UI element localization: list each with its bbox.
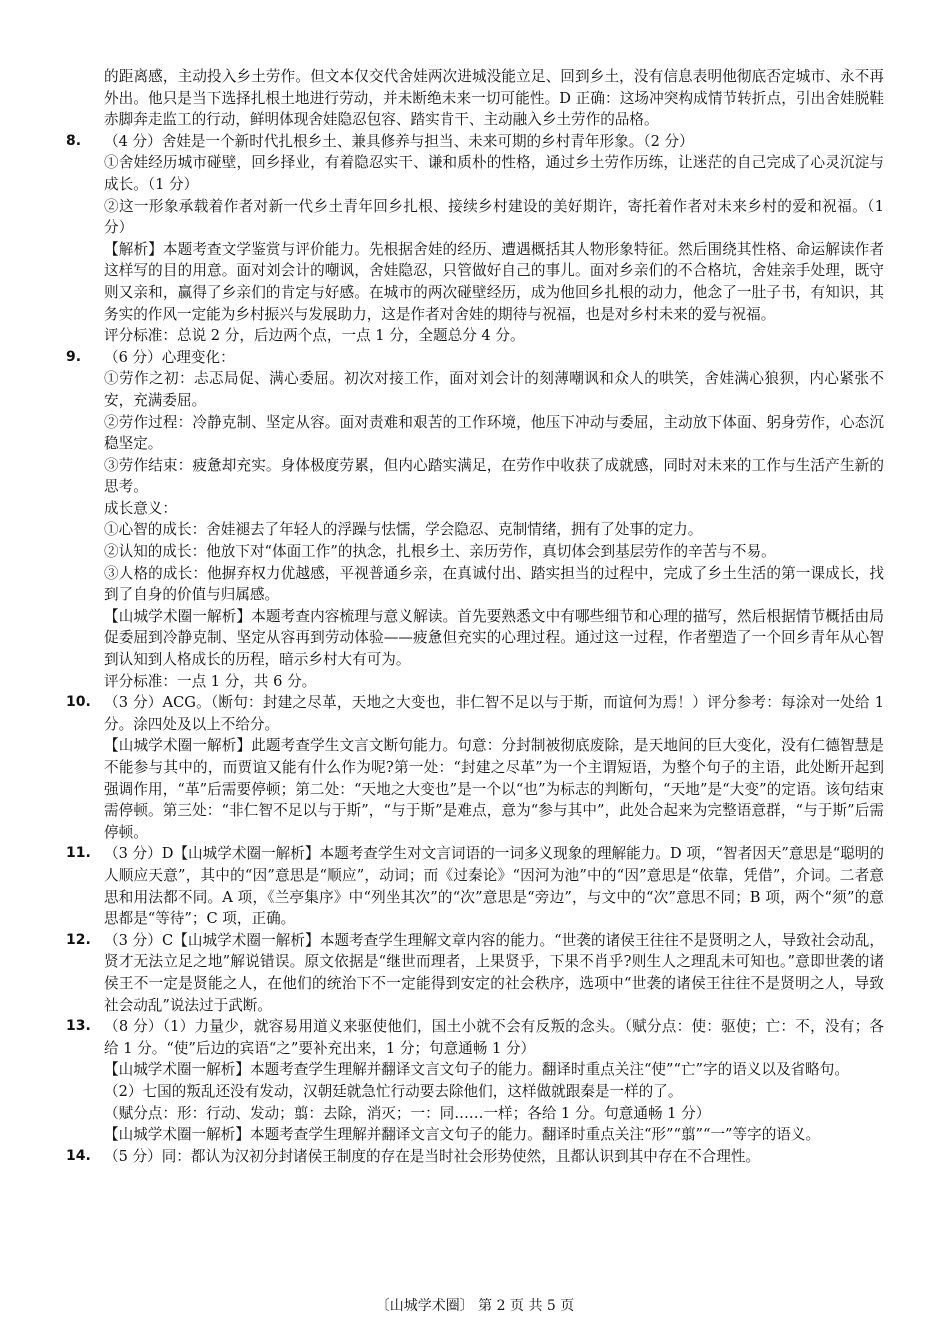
answer-item [66,347,884,693]
answer-line: （8 分）（1）力量少，就容易用道义来驱使他们，国土小就不会有反叛的念头。（赋分点：使：驱使；亡：不，没有；各给 1 分。“使”后边的宾语“之”要补充出来，1 分；句意通畅 1 分） [104,1018,884,1057]
question-number: 8. [66,132,82,149]
answer-item [66,843,884,929]
question-number: 12. [66,931,91,948]
answer-line: 【山城学术圈一解析】本题考查内容梳理与意义解读。首先要熟悉文中有哪些细节和心理的描写，然后根据情节概括由局促委屈到冷静克制、坚定从容再到劳动体验——疲惫但充实的心理过程。通过这一过程，作者塑造了一个回乡青年从心智到认知到人格成长的历程，暗示乡村大有可为。 [104,607,884,669]
answer-item [66,1146,884,1168]
question-number: 11. [66,845,91,862]
answer-line: 评分标准：总说 2 分，后边两个点，一点 1 分，全题总分 4 分。 [104,327,525,345]
answer-line: 评分标准：一点 1 分，共 6 分。 [104,672,317,690]
document-body [0,66,950,1167]
page-footer: 〔山城学术圈〕 第 2 页 共 5 页 [375,1298,575,1314]
question-number: 14. [66,1147,91,1164]
answer-line: 【解析】本题考查文学鉴赏与评价能力。先根据舍娃的经历、遭遇概括其人物形象特征。然后围绕其性格、命运解读作者这样写的目的用意。面对刘会计的嘲讽，舍娃隐忍，只管做好自己的事儿。面对乡亲们的不合格坑，舍娃亲手处理，既守则又亲和，赢得了乡亲们的肯定与好感。在城市的两次碰壁经历，成为他回乡扎根的动力，他念了一肚子书，有知识，其务实的作风一定能为乡村振兴与发展助力，这是作者对舍娃的期待与祝福，也是对乡村未来的爱与祝福。 [104,240,884,323]
answer-line: 【山城学术圈一解析】本题考查学生理解并翻译文言文句子的能力。翻译时重点关注“形”“翦”“一”等字的语义。 [104,1126,821,1144]
answer-line: （3 分）ACG。（断句：封建之尽革，天地之大变也，非仁智不足以与于斯，而谊何为焉！）评分参考：每涂对一处给 1 分。涂四处及以上不给分。 [104,694,884,733]
answer-line: （3 分）D【山城学术圈一解析】本题考查学生对文言词语的一词多义现象的理解能力。D 项，“智者因天”意思是“聪明的人顺应天意”，其中的“因”意思是“顺应”，动词；而《过秦论》“因河为池”中的“因”意思是“依靠，凭借”，介词。二者意思和用法都不同。A 项，《兰亭集序》中“列坐其次”的“次”意思是“旁边”，与文中的“次”意思不同；B 项，两个“须”的意思都是“等待”；C 项，正确。 [104,845,884,928]
answer-line: （3 分）C【山城学术圈一解析】本题考查学生理解文章内容的能力。“世袭的诸侯王往往不是贤明之人，导致社会动乱，贤才无法立足之地”解说错误。原文依据是“继世而理者，上果贤乎，下果不肖乎?则生人之理乱未可知也。”意即世袭的诸侯王不一定是贤能之人，在他们的统治下不一定能得到安定的社会秩序，选项中“世袭的诸侯王往往不是贤明之人，导致社会动乱”说法过于武断。 [104,931,884,1014]
answer-line: （赋分点：形：行动、发动；翦：去除，消灭；一：同……一样；各给 1 分。句意通畅 1 分） [104,1104,711,1122]
answer-item [66,692,884,843]
question-number: 10. [66,694,91,711]
answer-line: ①舍娃经历城市碰壁，回乡择业，有着隐忍实干、谦和质朴的性格，通过乡土劳作历练，让迷茫的自己完成了心灵沉淀与成长。（1 分） [104,154,884,193]
continuation-text: 的距离感，主动投入乡土劳作。但文本仅交代舍娃两次进城没能立足、回到乡土，没有信息表明他彻底否定城市、永不再外出。他只是当下选择扎根土地进行劳动，并未断绝未来一切可能性。D 正确：这场冲突构成情节转折点，引出舍娃脱鞋赤脚奔走监工的行动，鲜明体现舍娃隐忍包容、踏实肯干、主动融入乡土劳作的品格。 [104,68,884,129]
answer-line: 【山城学术圈一解析】此题考查学生文言文断句能力。句意：分封制被彻底废除，是天地间的巨大变化，没有仁德智慧是不能参与其中的，而贾谊又能有什么作为呢?第一处：“封建之尽革”为一个主谓短语，为整个句子的主语，此处断开起到强调作用，“革”后需要停顿；第二处：“天地之大变也”是一个以“也”为标志的判断句，“天地”是“大变”的定语。该句结束需停顿。第三处：“非仁智不足以与于斯”，“与于斯”是难点，意为“参与其中”，此处合起来为完整语意群，“与于斯”后需停顿。 [104,737,884,841]
answer-line: ①劳作之初：忐忑局促、满心委屈。初次对接工作，面对刘会计的刻薄嘲讽和众人的哄笑，舍娃满心狼狈，内心紧张不安，充满委屈。 [104,370,884,409]
answer-line: （5 分）同：都认为汉初分封诸侯王制度的存在是当时社会形势使然，且都认识到其中存在不合理性。 [104,1147,761,1165]
question-number: 9. [66,348,82,365]
answer-item [66,930,884,1016]
answer-line: ②认知的成长：他放下对“体面工作”的执念，扎根乡土、亲历劳作，真切体会到基层劳作的辛苦与不易。 [104,543,776,561]
answer-line: ①心智的成长：舍娃褪去了年轻人的浮躁与怯懦，学会隐忍、克制情绪，拥有了处事的定力。 [104,521,703,539]
continuation-paragraph [104,66,884,131]
answer-line: （4 分）舍娃是一个新时代扎根乡土、兼具修养与担当、未来可期的乡村青年形象。（2 分） [104,132,694,150]
question-number: 13. [66,1018,91,1035]
answer-line: （6 分）心理变化： [104,348,235,366]
answer-line: 【山城学术圈一解析】本题考查学生理解并翻译文言文句子的能力。翻译时重点关注“使”“亡”字的语义以及省略句。 [104,1061,849,1079]
answer-line: ③人格的成长：他摒弃权力优越感，平视普通乡亲，在真诚付出、踏实担当的过程中，完成了乡土生活的第一课成长，找到了自身的价值与归属感。 [104,564,884,604]
answer-line: 成长意义： [104,499,177,517]
answer-list [0,131,950,1168]
answer-item [66,131,884,347]
answer-line: ②劳作过程：冷静克制、坚定从容。面对责难和艰苦的工作环境，他压下冲动与委屈，主动放下体面、躬身劳作，心态沉稳坚定。 [104,413,884,453]
answer-line: ③劳作结束：疲惫却充实。身体极度劳累，但内心踏实满足，在劳作中收获了成就感，同时对未来的工作与生活产生新的思考。 [104,456,884,496]
answer-line: （2）七国的叛乱还没有发动，汉朝廷就急忙行动要去除他们，这样做就跟秦是一样的了。 [104,1082,683,1100]
answer-line: ②这一形象承载着作者对新一代乡土青年回乡扎根、接续乡村建设的美好期许，寄托着作者对未来乡村的爱和祝福。（1 分） [104,197,884,237]
answer-item [66,1016,884,1146]
